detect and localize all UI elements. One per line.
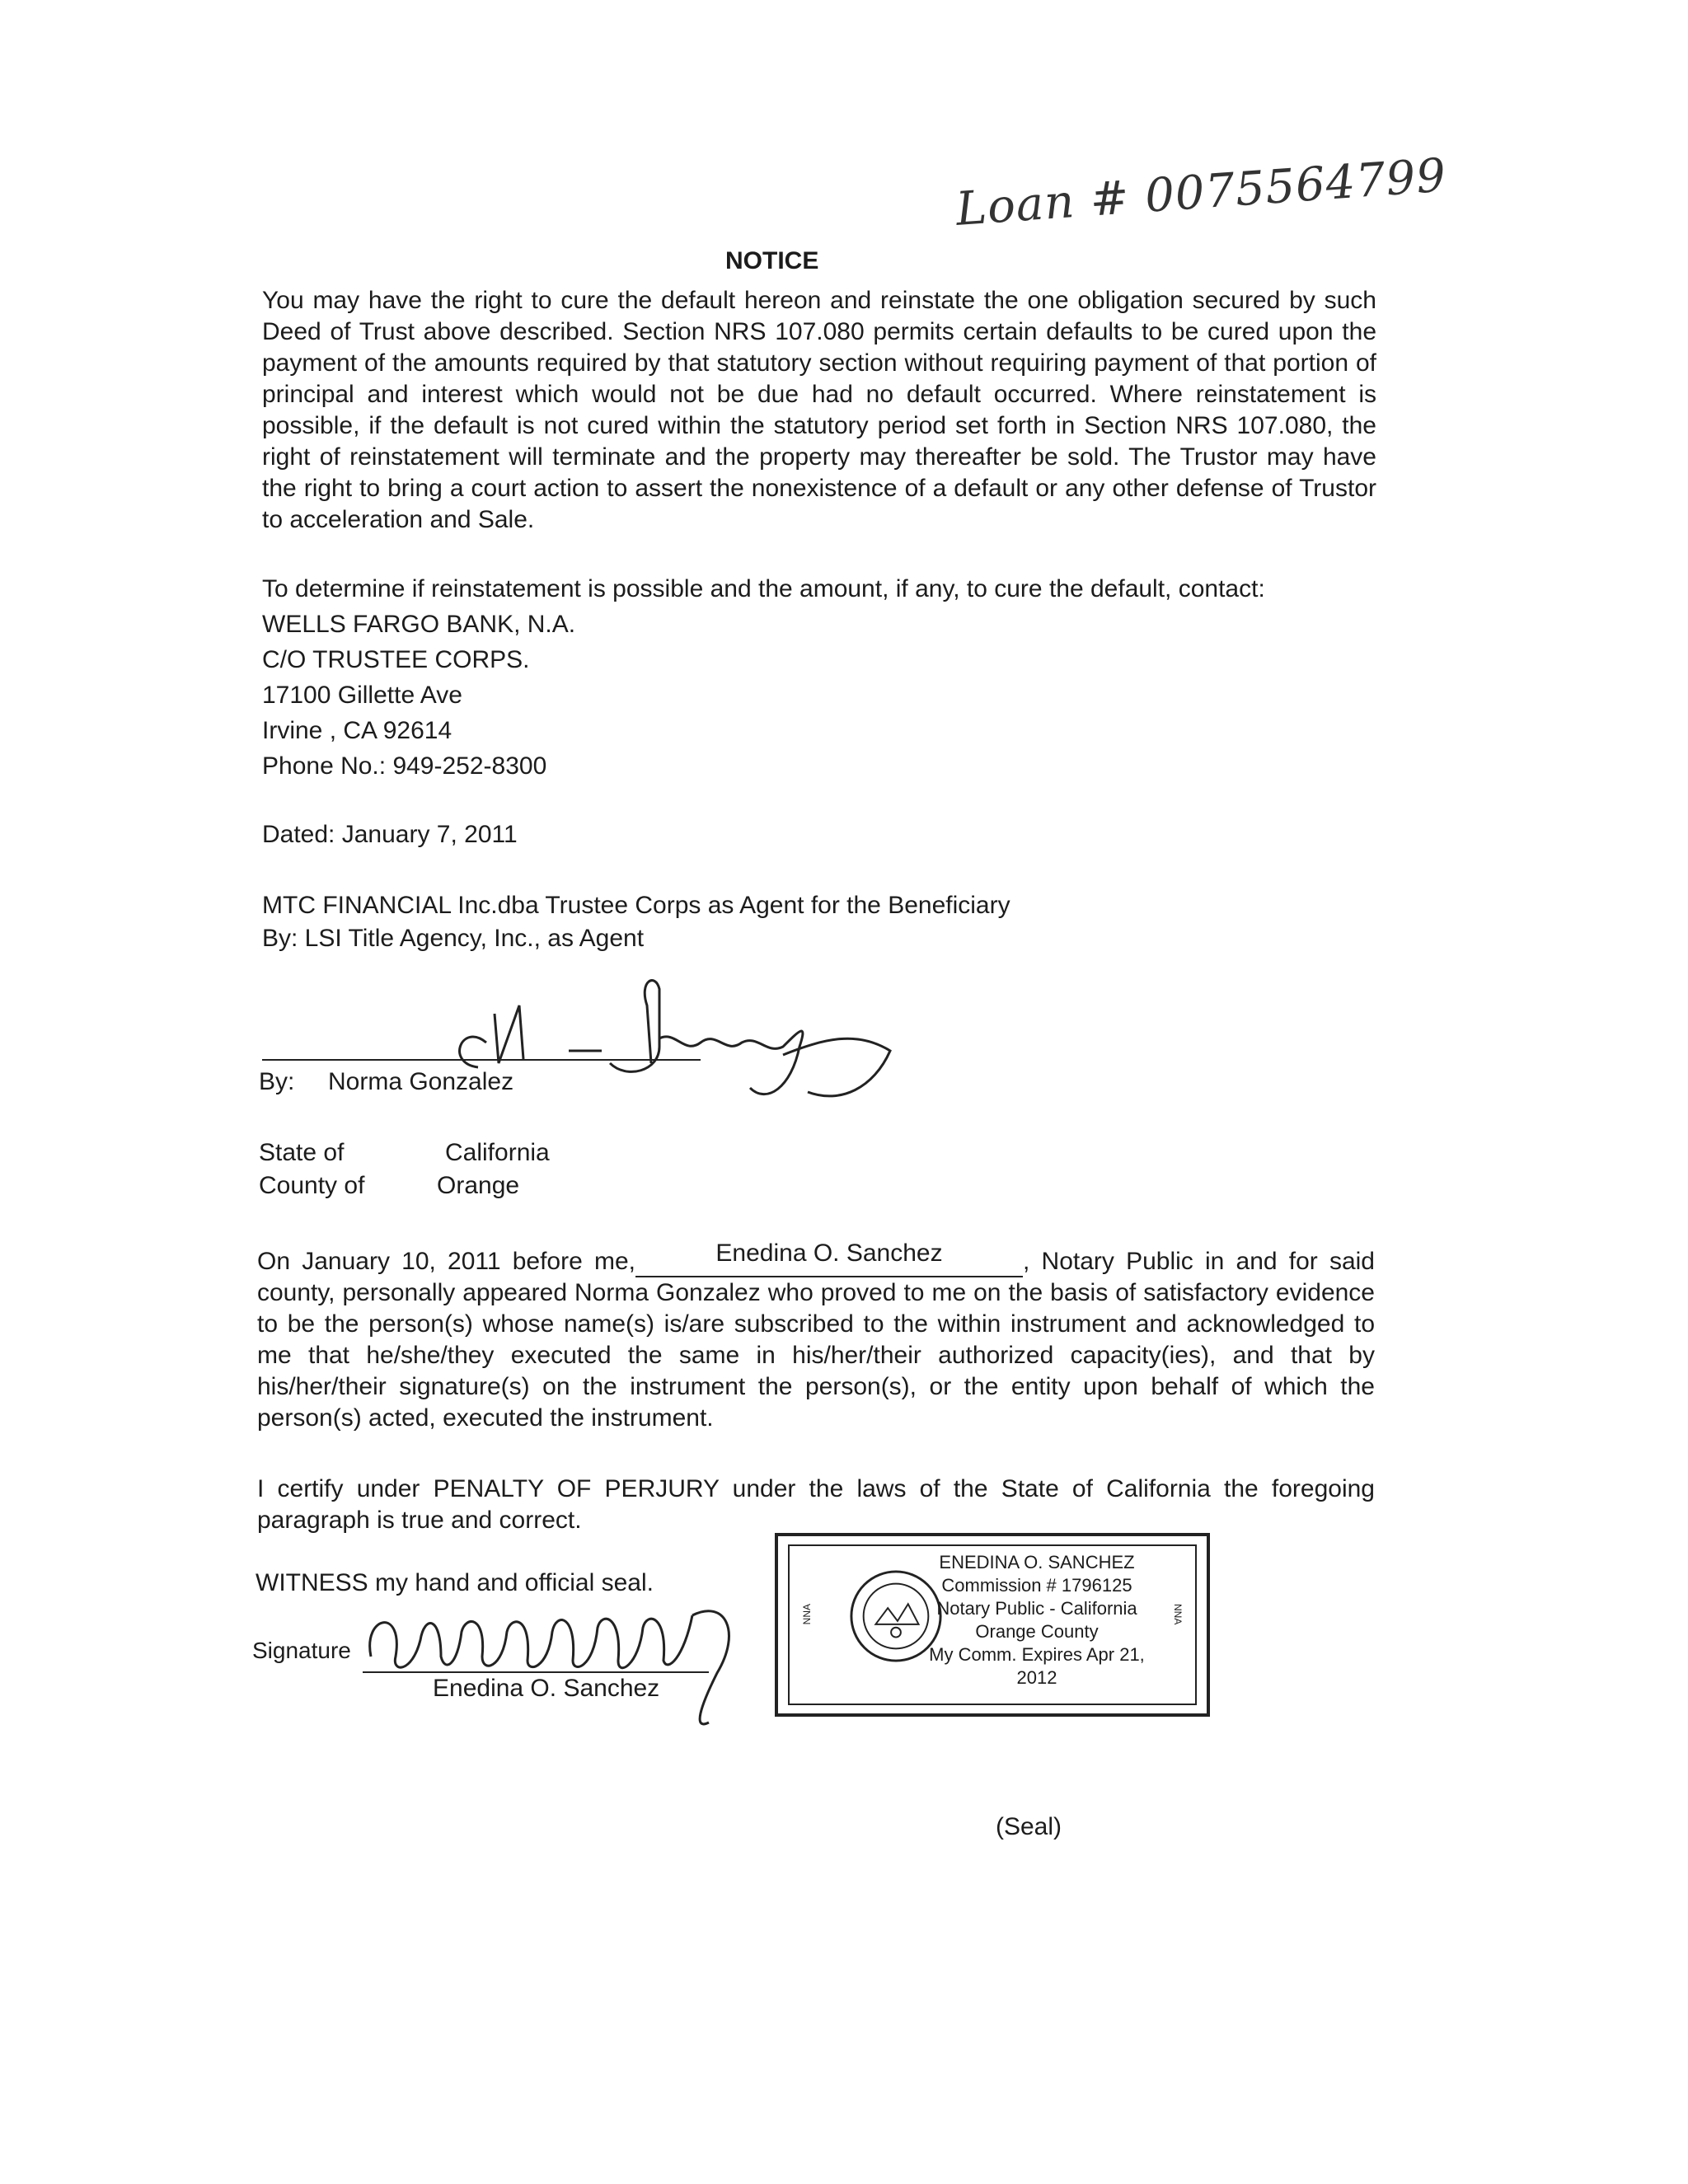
contact-intro: To determine if reinstatement is possible and the amount, if any, to cure the default, contact: [262,575,1265,602]
handwritten-loan-number: Loan # 0075564799 [954,148,1448,237]
county-value: Orange [437,1172,520,1199]
stamp-title: Notary Public - California [936,1598,1137,1619]
contact-line: C/O TRUSTEE CORPS. [262,646,530,673]
perjury-certification: I certify under PENALTY OF PERJURY under the laws of the State of California the foregoing paragraph is true and correct. [257,1475,1375,1534]
notary-name-filled: Enedina O. Sanchez [715,1240,943,1267]
stamp-expiration: My Comm. Expires Apr 21, 2012 [929,1644,1145,1688]
contact-line: WELLS FARGO BANK, N.A. [262,611,576,638]
acknowledgment-body: , Notary Public in and for said county, personally appeared Norma Gonzalez who proved to me on the basis of satisfactory evidence to be the person(s) whose name(s) is/are subscribed to the within instrument and acknowledged to me that he/she/they executed the same in his/her/their authorized capacity(ies), and that by his/her/their signature(s) on the instrument the person(s), or the entity upon behalf of which the person(s) acted, executed the instrument. [257,1248,1375,1432]
signature-label: Signature [252,1638,351,1663]
contact-line: Phone No.: 949-252-8300 [262,752,547,780]
notice-paragraph: You may have the right to cure the default hereon and reinstate the one obligation secured by such Deed of Trust above described. Section NRS 107.080 permits certain defaults to be cured upon the payment of the amounts required by that statutory section without requiring payment of that portion of principal and interest which would not be due had no default occurred. Where reinstatement is possible, if the default is not cured within the statutory period set forth in Section NRS 107.080, the right of reinstatement will terminate and the property may thereafter be sold. The Trustor may have the right to bring a court action to assert the nonexistence of a default or any other defense of Trustor to acceleration and Sale. [262,287,1376,533]
signer-name: Norma Gonzalez [328,1068,514,1095]
contact-line: 17100 Gillette Ave [262,682,462,709]
acknowledgment-prefix: On January 10, 2011 before me, [257,1248,635,1275]
stamp-inner-border [788,1544,1197,1705]
stamp-commission: Commission # 1796125 [941,1575,1132,1596]
notary-signature-scribble [363,1582,758,1747]
notary-name-blank [635,1240,1023,1277]
contact-block [262,574,1383,786]
notary-acknowledgment [257,1240,1375,1434]
notice-title: NOTICE [725,247,819,274]
stamp-side-text: NNA [1172,1604,1184,1625]
agent-line-2: By: LSI Title Agency, Inc., as Agent [262,925,645,952]
state-value: California [445,1139,550,1166]
stamp-side-text: NNA [801,1604,813,1625]
witness-line: WITNESS my hand and official seal. [256,1569,654,1596]
stamp-notary-name: ENEDINA O. SANCHEZ [939,1552,1135,1572]
trustee-signature-scribble [412,964,940,1129]
notary-stamp [775,1533,1210,1717]
stamp-text-block [913,1551,1160,1690]
stamp-county: Orange County [975,1621,1099,1642]
signature-line [262,1059,701,1061]
seal-label: (Seal) [996,1813,1062,1840]
agent-line-1: MTC FINANCIAL Inc.dba Trustee Corps as Agent for the Beneficiary [262,892,1010,919]
contact-line: Irvine , CA 92614 [262,717,452,744]
state-label: State of [259,1139,345,1166]
dated-line: Dated: January 7, 2011 [262,821,518,848]
notary-printed-name: Enedina O. Sanchez [433,1675,660,1702]
county-label: County of [259,1172,365,1199]
by-label: By: [259,1068,295,1095]
